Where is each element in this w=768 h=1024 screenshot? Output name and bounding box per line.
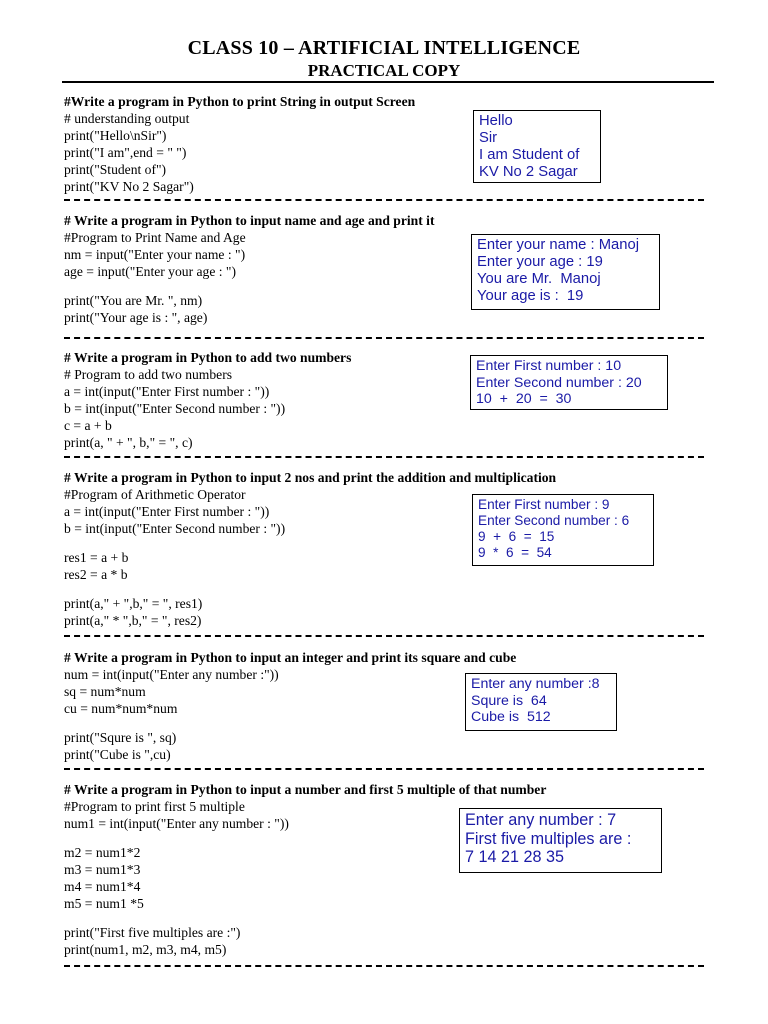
- code-line: print(a," + ",b," = ", res1): [64, 596, 203, 611]
- code-line: res1 = a + b: [64, 550, 129, 565]
- code-line: print("I am",end = " "): [64, 145, 187, 160]
- output-screenshot: [470, 355, 668, 410]
- code-line: age = input("Enter your age : "): [64, 264, 237, 279]
- code-line: #Program to Print Name and Age: [64, 230, 246, 245]
- output-line: Enter First number : 9: [478, 497, 610, 512]
- output-line: Enter any number :8: [471, 676, 600, 692]
- output-screenshot: [459, 808, 662, 873]
- output-line: 10 + 20 = 30: [476, 391, 572, 407]
- output-line: Your age is : 19: [477, 288, 584, 304]
- page-subtitle: PRACTICAL COPY: [307, 61, 461, 80]
- page-title: CLASS 10 – ARTIFICIAL INTELLIGENCE: [187, 37, 581, 59]
- output-line: You are Mr. Manoj: [477, 271, 601, 287]
- output-screenshot: [471, 234, 660, 310]
- section-heading: # Write a program in Python to input an integer and print its square and cube: [64, 650, 517, 665]
- section-heading: # Write a program in Python to input 2 nos and print the addition and multiplication: [64, 470, 557, 485]
- code-line: m3 = num1*3: [64, 862, 141, 877]
- code-line: b = int(input("Enter Second number : ")): [64, 401, 286, 416]
- output-line: Squre is 64: [471, 692, 547, 709]
- code-line: # Program to add two numbers: [64, 367, 233, 382]
- output-line: Enter First number : 10: [476, 358, 622, 374]
- output-line: 9 * 6 = 54: [478, 545, 552, 560]
- code-line: print("Student of"): [64, 162, 167, 177]
- dashed-separator: [64, 768, 704, 774]
- code-line: num = int(input("Enter any number :")): [64, 667, 279, 682]
- code-line: print(a, " + ", b," = ", c): [64, 435, 193, 450]
- output-screenshot: [473, 110, 601, 183]
- code-line: # understanding output: [64, 111, 190, 126]
- output-line: Sir: [479, 130, 498, 146]
- section-heading: #Write a program in Python to print String in output Screen: [64, 94, 416, 109]
- code-line: num1 = int(input("Enter any number : ")): [64, 816, 289, 831]
- code-blank-line: [64, 912, 704, 924]
- code-line: a = int(input("Enter First number : ")): [64, 384, 270, 399]
- code-line: c = a + b: [64, 418, 112, 433]
- code-line: print("Squre is ", sq): [64, 730, 177, 745]
- code-line: m5 = num1 *5: [64, 896, 144, 911]
- code-line: print("Cube is ",cu): [64, 747, 171, 762]
- code-line: #Program of Arithmetic Operator: [64, 487, 246, 502]
- output-line: Enter your name : Manoj: [477, 237, 640, 253]
- output-line: 9 + 6 = 15: [478, 529, 555, 544]
- output-line: Enter Second number : 20: [476, 374, 642, 391]
- code-line: print("Hello\nSir"): [64, 128, 167, 143]
- dashed-separator: [64, 199, 704, 205]
- code-block: [64, 110, 704, 195]
- output-line: KV No 2 Sagar: [479, 164, 578, 180]
- code-line: print("First five multiples are :"): [64, 925, 241, 940]
- section-heading: # Write a program in Python to input a number and first 5 multiple of that number: [64, 782, 547, 797]
- code-line: print("KV No 2 Sagar"): [64, 179, 194, 194]
- output-line: I am Student of: [479, 147, 580, 163]
- output-line: Enter your age : 19: [477, 254, 603, 270]
- code-line: #Program to print first 5 multiple: [64, 799, 245, 814]
- section-heading: # Write a program in Python to add two numbers: [64, 350, 352, 365]
- section-heading: # Write a program in Python to input name and age and print it: [64, 213, 435, 228]
- code-line: res2 = a * b: [64, 567, 128, 582]
- code-line: cu = num*num*num: [64, 701, 178, 716]
- title-rule: [62, 81, 714, 83]
- code-line: print("Your age is : ", age): [64, 310, 208, 325]
- code-line: print("You are Mr. ", nm): [64, 293, 203, 308]
- code-line: m4 = num1*4: [64, 879, 141, 894]
- output-line: Enter any number : 7: [465, 811, 617, 829]
- code-line: sq = num*num: [64, 684, 146, 699]
- dashed-separator: [64, 456, 704, 462]
- code-blank-line: [64, 583, 704, 595]
- program-section: [64, 93, 704, 195]
- dashed-separator: [64, 965, 704, 971]
- code-line: print(a," * ",b," = ", res2): [64, 613, 202, 628]
- code-line: print(num1, m2, m3, m4, m5): [64, 942, 227, 957]
- code-line: b = int(input("Enter Second number : ")): [64, 521, 286, 536]
- output-line: 7 14 21 28 35: [465, 848, 565, 866]
- output-line: First five multiples are :: [465, 829, 632, 848]
- output-line: Enter Second number : 6: [478, 513, 630, 528]
- output-screenshot: [465, 673, 617, 731]
- code-line: a = int(input("Enter First number : ")): [64, 504, 270, 519]
- output-screenshot: [472, 494, 654, 566]
- dashed-separator: [64, 337, 704, 343]
- code-line: m2 = num1*2: [64, 845, 141, 860]
- code-line: nm = input("Enter your name : "): [64, 247, 246, 262]
- output-line: Cube is 512: [471, 709, 551, 725]
- dashed-separator: [64, 635, 704, 641]
- output-line: Hello: [479, 113, 513, 129]
